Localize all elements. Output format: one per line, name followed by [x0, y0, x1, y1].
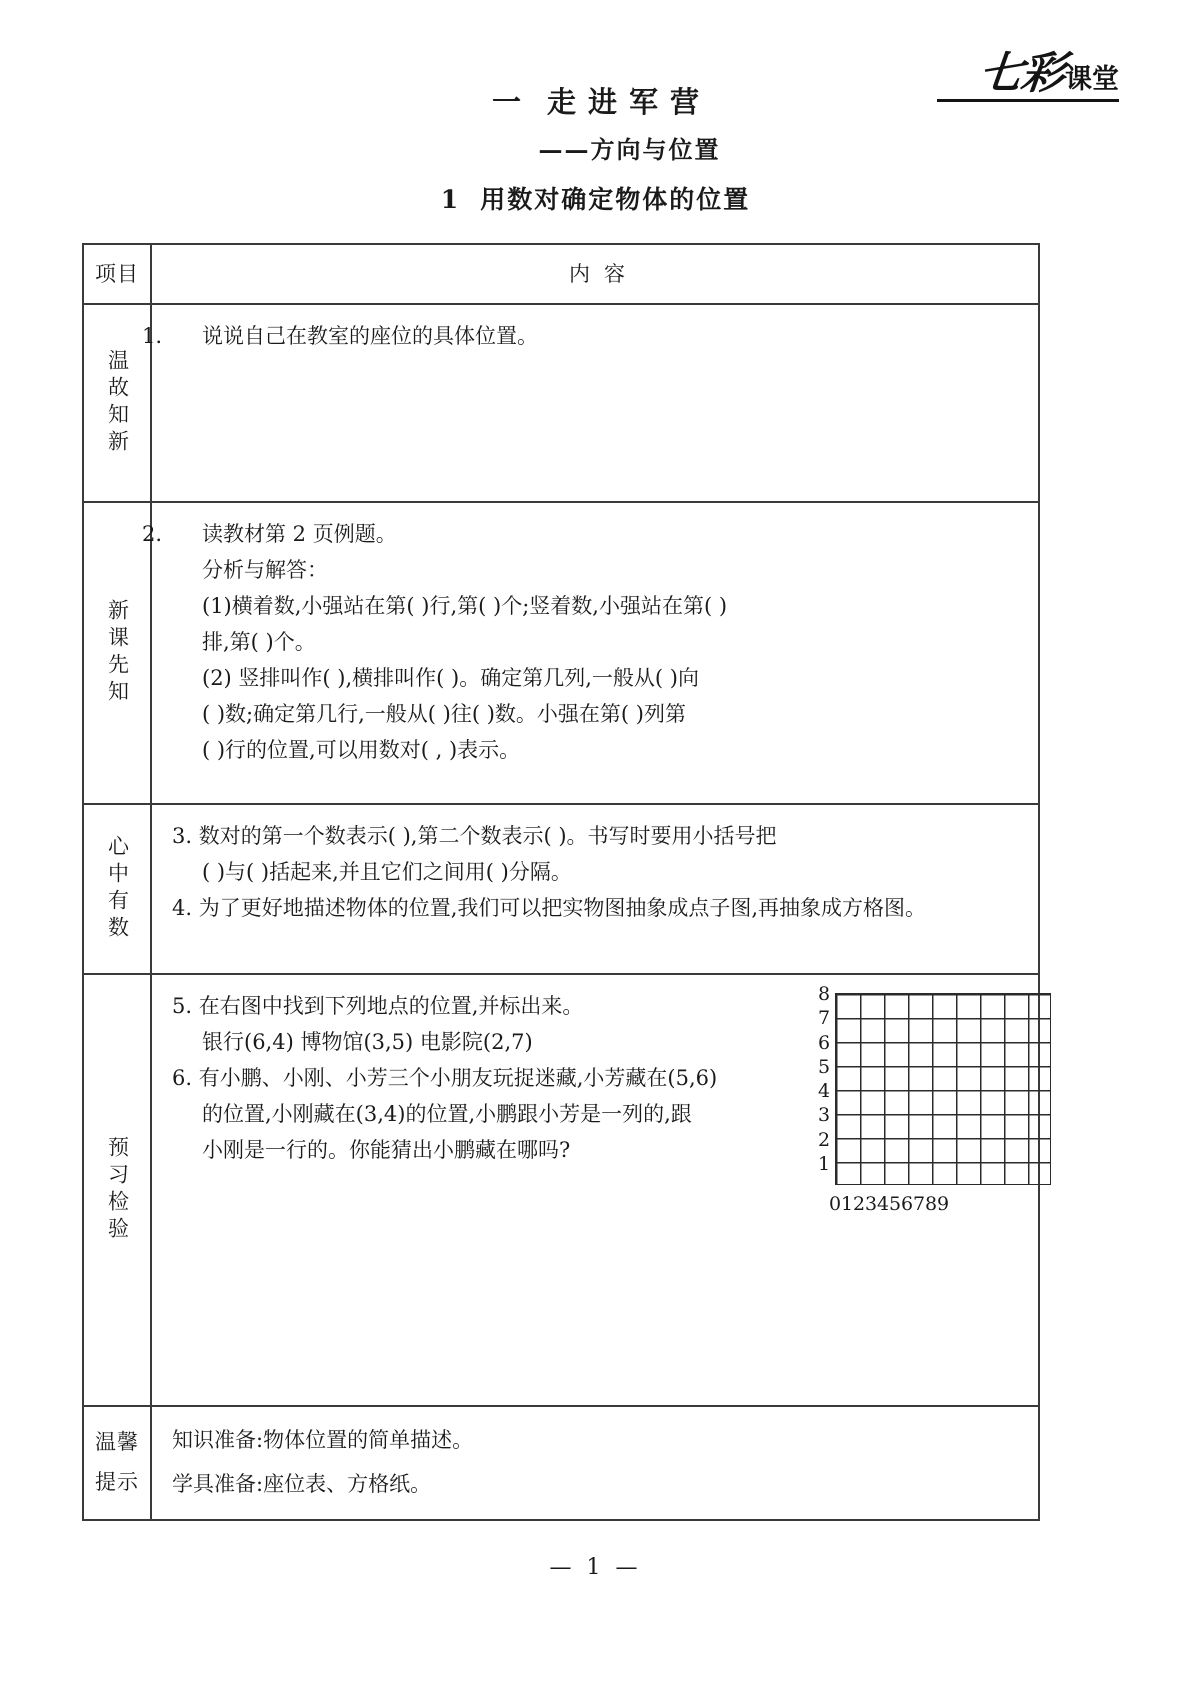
y-tick: 8 [818, 983, 831, 1006]
question-text: 读教材第 2 页例题。 [202, 522, 397, 547]
question-item: 5. 在右图中找到下列地点的位置,并标出来。 [172, 994, 584, 1019]
x-tick: 5 [888, 1193, 902, 1216]
section-body-new [142, 503, 1038, 803]
worksheet-table [82, 243, 1040, 1521]
lesson-number: 1 [440, 185, 461, 214]
y-tick: 4 [818, 1080, 831, 1103]
question-item: 6. 有小鹏、小刚、小芳三个小朋友玩捉迷藏,小芳藏在(5,6) [172, 1066, 718, 1091]
section-label-tip-line2: 提示 [95, 1470, 139, 1495]
question-item [142, 517, 1022, 551]
fill-line: ( )与( )括起来,并且它们之间用( )分隔。 [202, 860, 572, 885]
tip-line: 知识准备:物体位置的简单描述。 [172, 1428, 474, 1453]
lesson-title [0, 180, 1191, 216]
check-text-block [172, 989, 812, 1220]
chapter-subtitle: ——方向与位置 [538, 135, 721, 164]
lesson-title-text: 用数对确定物体的位置 [480, 185, 751, 214]
question-text: 说说自己在教室的座位的具体位置。 [202, 324, 538, 349]
section-row-check [84, 975, 1038, 1407]
chapter-title [0, 80, 1191, 121]
fill-line: 3. 数对的第一个数表示( ),第二个数表示( )。书写时要用小括号把 [172, 824, 777, 849]
section-row-new [84, 503, 1038, 805]
section-label-tip [84, 1407, 152, 1519]
fill-line: ( )数;确定第几行,一般从( )往( )数。小强在第( )列第 [202, 702, 686, 727]
y-tick: 6 [818, 1031, 831, 1054]
grid-area [818, 983, 1084, 1185]
x-tick: 9 [936, 1193, 950, 1216]
chapter-number: 一 [491, 85, 533, 119]
header-label-text: 项目 [95, 261, 139, 286]
page-number: — 1 — [549, 1555, 642, 1580]
brand-script-text: 七彩 [976, 48, 1066, 99]
question-continued: 的位置,小刚藏在(3,4)的位置,小鹏跟小芳是一列的,跟 [202, 1102, 692, 1127]
question-item [142, 319, 1022, 353]
section-row-heart [84, 805, 1038, 975]
y-tick: 7 [818, 1007, 831, 1030]
section-body-tip [152, 1407, 1038, 1519]
x-tick: 6 [900, 1193, 914, 1216]
place-coordinates: 银行(6,4) 博物馆(3,5) 电影院(2,7) [202, 1030, 533, 1055]
grid-figure [818, 983, 1084, 1220]
grid-y-axis [818, 985, 835, 1177]
x-tick: 3 [864, 1193, 878, 1216]
x-tick: 8 [924, 1193, 938, 1216]
x-tick: 7 [912, 1193, 926, 1216]
question-number: 2. [142, 522, 163, 547]
analysis-label: 分析与解答： [202, 558, 328, 583]
grid-x-axis [828, 1185, 1051, 1220]
section-body-review [142, 305, 1038, 501]
header-label-cell [84, 245, 152, 303]
section-body-check [152, 975, 1100, 1405]
section-label-check [84, 975, 152, 1405]
y-tick: 1 [818, 1152, 831, 1175]
grid-plot-area[interactable] [835, 993, 1051, 1185]
header-content-cell: 内容 [569, 262, 639, 286]
question-continued: 小刚是一行的。你能猜出小鹏藏在哪吗? [202, 1138, 571, 1163]
fill-line: ( )行的位置,可以用数对( , )表示。 [202, 738, 521, 763]
brand-block-text: 课堂 [1065, 64, 1119, 95]
coordinate-grid-figure [812, 983, 1084, 1220]
x-tick: 2 [852, 1193, 866, 1216]
question-number: 1. [142, 324, 163, 349]
table-header-row [84, 245, 1038, 305]
y-tick: 3 [818, 1104, 831, 1127]
section-label-review-text: 温故知新 [105, 349, 130, 458]
fill-line: 4. 为了更好地描述物体的位置,我们可以把实物图抽象成点子图,再抽象成方格图。 [172, 896, 927, 921]
chapter-title-text: 走进军营 [547, 85, 712, 119]
x-tick: 0 [828, 1193, 842, 1216]
section-label-heart [84, 805, 152, 973]
section-label-tip-line1: 温馨 [95, 1430, 139, 1455]
section-row-tip [84, 1407, 1038, 1519]
section-label-check-text: 预习检验 [105, 1136, 130, 1245]
y-tick: 2 [818, 1128, 831, 1151]
x-tick: 1 [840, 1193, 854, 1216]
section-label-heart-text: 心中有数 [105, 835, 130, 944]
fill-line: (2) 竖排叫作( ),横排叫作( )。确定第几列,一般从( )向 [202, 666, 699, 691]
section-body-heart [152, 805, 1038, 973]
x-tick: 4 [876, 1193, 890, 1216]
section-row-review [84, 305, 1038, 503]
y-tick: 5 [818, 1055, 831, 1078]
check-layout [172, 983, 1084, 1220]
section-label-new-text: 新课先知 [105, 599, 130, 708]
fill-line: (1)横着数,小强站在第( )行,第( )个;竖着数,小强站在第( ) [202, 594, 728, 619]
fill-line: 排,第( )个。 [202, 630, 316, 655]
tip-line: 学具准备:座位表、方格纸。 [172, 1472, 432, 1497]
